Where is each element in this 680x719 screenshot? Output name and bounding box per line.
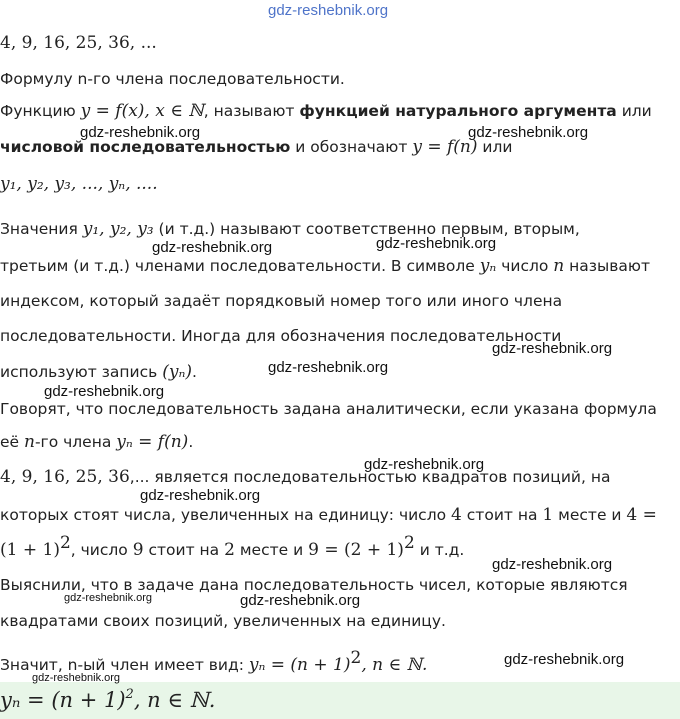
formula: yₙ xyxy=(479,256,497,276)
sequence-line: 4, 9, 16, 25, 36, ... xyxy=(0,33,157,53)
exponent: 2 xyxy=(125,687,134,702)
paragraph-sequence-definition xyxy=(0,137,512,157)
text: и обозначают xyxy=(290,138,413,156)
text: которых стоят числа, увеличенных на единицу: число xyxy=(0,506,452,524)
watermark: gdz-reshebnik.org xyxy=(504,651,625,668)
text: ,... является последовательностью квадратов позиций, на xyxy=(129,468,611,486)
sequence-notation: y₁, y₂, y₃, ..., yₙ, .... xyxy=(0,174,158,194)
text: Функцию xyxy=(0,102,81,120)
formula: , n ∈ ℕ. xyxy=(361,655,428,675)
formula: , n ∈ ℕ. xyxy=(133,688,216,712)
paragraph-examples xyxy=(0,533,465,560)
exponent: 2 xyxy=(350,648,362,668)
watermark: gdz-reshebnik.org xyxy=(376,235,497,252)
number: 4 xyxy=(451,505,462,525)
formula: (yₙ) xyxy=(162,362,192,382)
paragraph-nth-term xyxy=(0,432,193,452)
formula: 9 = (2 + 1) xyxy=(308,540,404,560)
watermark: gdz-reshebnik.org xyxy=(80,124,201,141)
paragraph-formula-heading: Формулу n-го члена последовательности. xyxy=(0,70,345,88)
watermark: gdz-reshebnik.org xyxy=(492,340,613,357)
text: третьим (и т.д.) членами последовательности. В символе xyxy=(0,257,480,275)
watermark: gdz-reshebnik.org xyxy=(32,672,121,684)
text: , число xyxy=(70,541,133,559)
watermark: gdz-reshebnik.org xyxy=(364,456,485,473)
answer-formula xyxy=(0,688,215,712)
watermark-top: gdz-reshebnik.org xyxy=(268,2,389,19)
text: или xyxy=(477,138,513,156)
watermark: gdz-reshebnik.org xyxy=(64,592,153,604)
text: её xyxy=(0,433,24,451)
exponent: 2 xyxy=(403,533,415,553)
text: -го члена xyxy=(34,433,117,451)
paragraph-positions xyxy=(0,505,657,525)
watermark: gdz-reshebnik.org xyxy=(152,239,273,256)
formula: 4, 9, 16, 25, 36 xyxy=(0,467,130,487)
paragraph-squares xyxy=(0,467,610,487)
formula: 4 = xyxy=(626,505,657,525)
formula: yₙ = f(n) xyxy=(116,432,189,452)
bold-term: числовой последовательностью xyxy=(0,138,291,156)
text: , называют xyxy=(203,102,300,120)
text: используют запись xyxy=(0,363,163,381)
text: (и т.д.) называют соответственно первым, вторым, xyxy=(153,220,580,238)
text: называют xyxy=(564,257,650,275)
paragraph-conclusion: Выяснили, что в задаче дана последовательность чисел, которые являются xyxy=(0,576,628,594)
formula: n xyxy=(553,256,565,276)
formula: yₙ = (n + 1) xyxy=(248,655,351,675)
exponent: 2 xyxy=(59,533,71,553)
paragraph-analytic: Говорят, что последовательность задана аналитически, если указана формула xyxy=(0,400,657,418)
bold-term: функцией натурального аргумента xyxy=(299,102,617,120)
text: стоит на xyxy=(143,541,225,559)
watermark: gdz-reshebnik.org xyxy=(268,359,389,376)
watermark: gdz-reshebnik.org xyxy=(492,556,613,573)
watermark: gdz-reshebnik.org xyxy=(140,487,261,504)
text: месте и xyxy=(234,541,309,559)
number: 9 xyxy=(132,540,144,560)
text: . xyxy=(191,363,197,381)
formula: y = f(n) xyxy=(412,137,478,157)
watermark: gdz-reshebnik.org xyxy=(468,124,589,141)
text: месте и xyxy=(553,506,627,524)
formula: y = f(x), x ∈ ℕ xyxy=(80,101,204,121)
text: число xyxy=(496,257,554,275)
watermark: gdz-reshebnik.org xyxy=(240,592,361,609)
formula: (1 + 1) xyxy=(0,540,60,560)
text: Значения xyxy=(0,220,83,238)
formula: yₙ = (n + 1) xyxy=(0,688,126,712)
number: 1 xyxy=(542,505,554,525)
formula: n xyxy=(24,432,35,452)
paragraph-members xyxy=(0,256,650,276)
paragraph-function-definition xyxy=(0,101,652,121)
formula: y₁, y₂, y₃ xyxy=(82,219,154,239)
text: или xyxy=(616,102,652,120)
paragraph-notation: последовательности. Иногда для обозначения последовательности xyxy=(0,327,562,345)
text: и т.д. xyxy=(414,541,465,559)
text: стоит на xyxy=(461,506,543,524)
watermark: gdz-reshebnik.org xyxy=(44,383,165,400)
paragraph-record xyxy=(0,362,197,382)
text: Значит, n-ый член имеет вид: xyxy=(0,656,249,674)
answer-box xyxy=(0,682,680,719)
paragraph-conclusion-2: квадратами своих позиций, увеличенных на единицу. xyxy=(0,612,446,630)
number: 2 xyxy=(224,540,235,560)
paragraph-index: индексом, который задаёт порядковый номер того или иного члена xyxy=(0,292,563,310)
text: . xyxy=(188,433,194,451)
